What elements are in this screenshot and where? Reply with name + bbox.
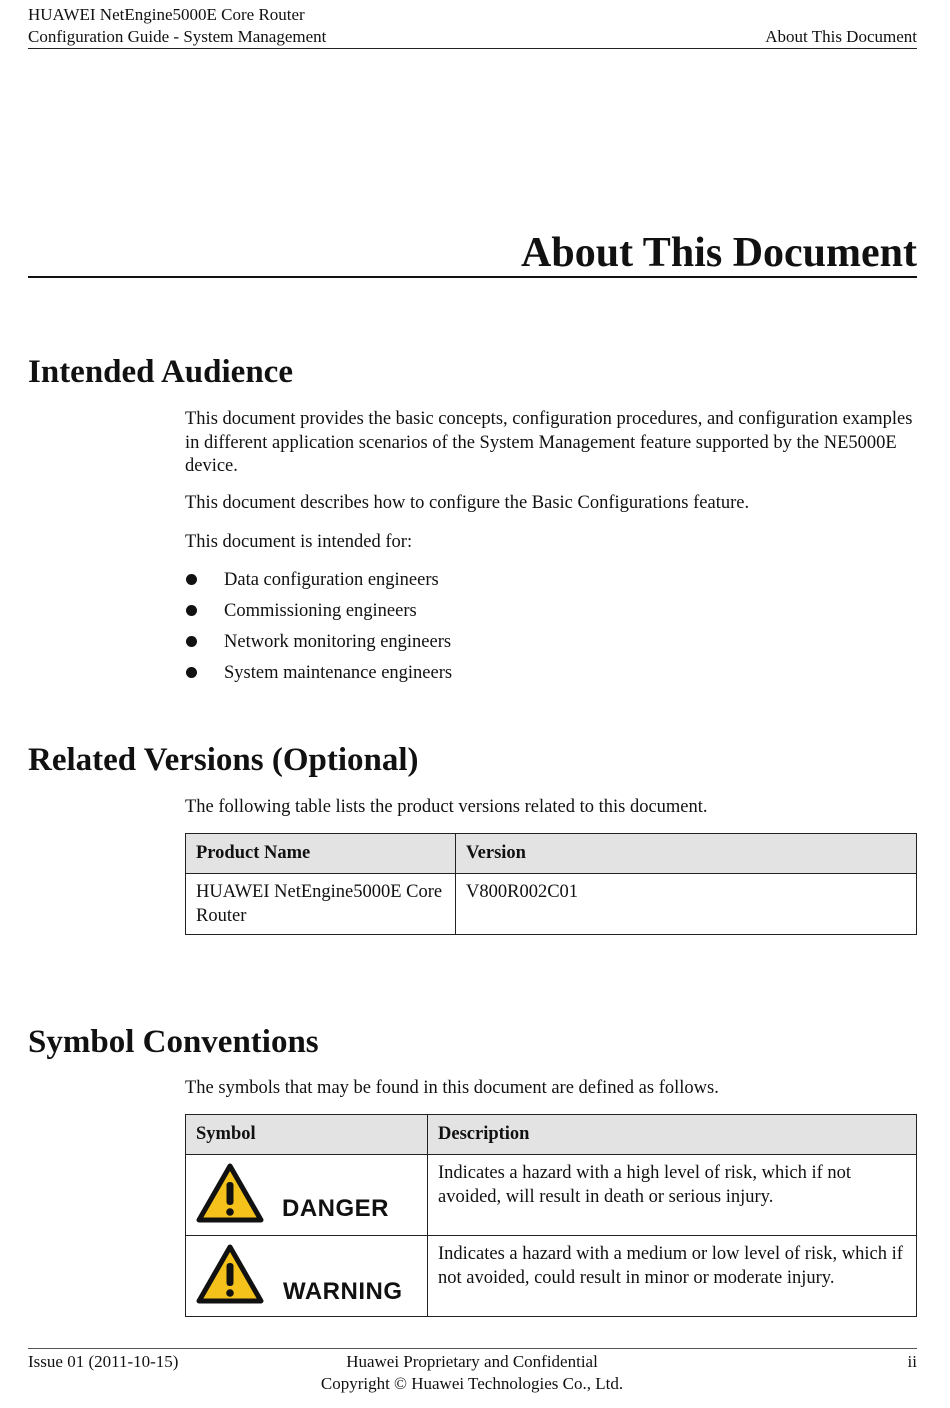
warning-label: WARNING bbox=[283, 1278, 403, 1305]
versions-intro: The following table lists the product versions related to this document. bbox=[185, 797, 708, 817]
warning-triangle-icon bbox=[196, 1244, 264, 1304]
audience-paragraph-1: This document provides the basic concepts, configuration procedures, and configuration examples in different application scenarios of the System Management feature supported by the NE5000E device. bbox=[185, 409, 913, 476]
column-header-product-name: Product Name bbox=[186, 834, 456, 874]
heading-symbol-conventions: Symbol Conventions bbox=[28, 1024, 319, 1060]
bullet-icon bbox=[186, 574, 197, 585]
symbols-table bbox=[185, 1114, 917, 1317]
heading-related-versions: Related Versions (Optional) bbox=[28, 742, 419, 778]
title-divider bbox=[28, 276, 917, 278]
warning-triangle-icon bbox=[196, 1163, 264, 1223]
audience-bullet-3: Network monitoring engineers bbox=[224, 632, 452, 652]
table-header-row bbox=[186, 1115, 917, 1155]
table-header-row bbox=[186, 834, 917, 874]
danger-description: Indicates a hazard with a high level of risk, which if not avoided, will result in death or serious injury. bbox=[428, 1155, 917, 1236]
table-row bbox=[186, 1236, 917, 1317]
warning-description: Indicates a hazard with a medium or low level of risk, which if not avoided, could result in minor or moderate injury. bbox=[428, 1236, 917, 1317]
bullet-icon bbox=[186, 636, 197, 647]
audience-paragraph-3: This document is intended for: bbox=[185, 532, 413, 552]
footer-copyright: Copyright © Huawei Technologies Co., Ltd. bbox=[320, 1374, 624, 1393]
danger-label: DANGER bbox=[282, 1195, 390, 1222]
table-row bbox=[186, 874, 917, 935]
danger-symbol bbox=[186, 1155, 428, 1236]
audience-bullet-2: Commissioning engineers bbox=[224, 601, 417, 621]
page-title: About This Document bbox=[521, 230, 917, 276]
warning-symbol bbox=[186, 1236, 428, 1317]
table-row bbox=[186, 1155, 917, 1236]
footer-page-number: ii bbox=[907, 1352, 917, 1371]
column-header-description: Description bbox=[428, 1115, 917, 1155]
column-header-symbol: Symbol bbox=[186, 1115, 428, 1155]
audience-bullet-4: System maintenance engineers bbox=[224, 663, 453, 683]
symbols-intro: The symbols that may be found in this document are defined as follows. bbox=[185, 1078, 719, 1098]
heading-intended-audience: Intended Audience bbox=[28, 354, 293, 390]
versions-table bbox=[185, 833, 917, 935]
header-divider bbox=[28, 48, 917, 49]
column-header-version: Version bbox=[456, 834, 917, 874]
audience-paragraph-2: This document describes how to configure the Basic Configurations feature. bbox=[185, 493, 750, 513]
header-section: About This Document bbox=[765, 27, 917, 46]
header-guide: Configuration Guide - System Management bbox=[28, 27, 327, 46]
footer-divider bbox=[28, 1348, 917, 1349]
audience-bullet-1: Data configuration engineers bbox=[224, 570, 439, 590]
cell-version: V800R002C01 bbox=[456, 874, 917, 935]
footer-issue: Issue 01 (2011-10-15) bbox=[28, 1352, 179, 1371]
bullet-icon bbox=[186, 605, 197, 616]
header-product: HUAWEI NetEngine5000E Core Router bbox=[28, 5, 305, 24]
bullet-icon bbox=[186, 667, 197, 678]
footer-confidential: Huawei Proprietary and Confidential bbox=[346, 1352, 598, 1371]
cell-product-name: HUAWEI NetEngine5000E Core Router bbox=[186, 874, 456, 935]
